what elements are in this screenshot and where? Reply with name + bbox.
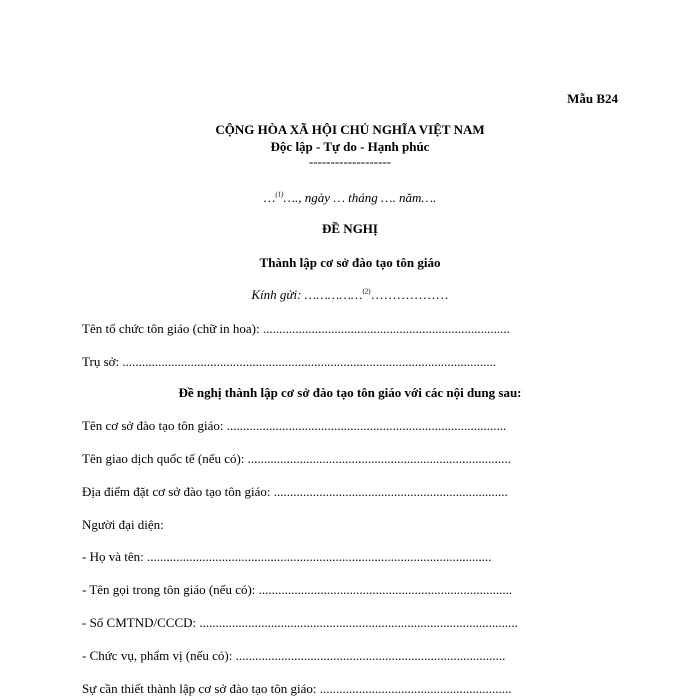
- form-code: Mẫu B24: [567, 91, 618, 106]
- recipient-prefix: Kính gửi: ……………: [251, 287, 363, 302]
- footnote-marker-1: (1): [275, 190, 284, 199]
- necessity-field: Sự cần thiết thành lập cơ sở đào tạo tôn giáo: ...........................................................: [82, 681, 512, 696]
- document-subtitle: Thành lập cơ sở đào tạo tôn giáo: [259, 255, 441, 270]
- rep-position-field: - Chức vụ, phẩm vị (nếu có): ...................................................................................: [82, 648, 506, 663]
- org-name-field: Tên tổ chức tôn giáo (chữ in hoa): ............................................................................: [82, 321, 510, 336]
- motto-divider: -------------------: [308, 154, 392, 169]
- footnote-marker-2: (2): [362, 287, 371, 296]
- school-name-field: Tên cơ sở đào tạo tôn giáo: ......................................................................................: [82, 418, 507, 433]
- recipient-line: [0, 287, 700, 303]
- recipient-suffix: ………………: [370, 287, 449, 302]
- location-field: Địa điểm đặt cơ sở đào tạo tôn giáo: ........................................................................: [82, 484, 508, 499]
- representative-label: Người đại diện:: [82, 517, 164, 532]
- document-title: ĐỀ NGHỊ: [322, 221, 378, 236]
- headquarters-field: Trụ sở: ...................................................................................................................: [82, 354, 497, 369]
- country-name: CỘNG HÒA XÃ HỘI CHỦ NGHĨA VIỆT NAM: [215, 122, 485, 137]
- rep-religious-name-field: - Tên gọi trong tôn giáo (nếu có): ..............................................................................: [82, 582, 513, 597]
- rep-id-field: - Số CMTND/CCCD: ..................................................................................................: [82, 615, 518, 630]
- place-date-suffix: …., ngày … tháng …. năm….: [283, 190, 437, 205]
- place-date-prefix: …: [263, 190, 276, 205]
- rep-name-field: - Họ và tên: ..........................................................................................................: [82, 549, 492, 564]
- national-motto: Độc lập - Tự do - Hạnh phúc: [270, 139, 430, 154]
- intl-name-field: Tên giao dịch quốc tế (nếu có): .................................................................................: [82, 451, 511, 466]
- place-date-line: [0, 190, 700, 206]
- section-heading: Đề nghị thành lập cơ sở đào tạo tôn giáo với các nội dung sau:: [178, 385, 522, 400]
